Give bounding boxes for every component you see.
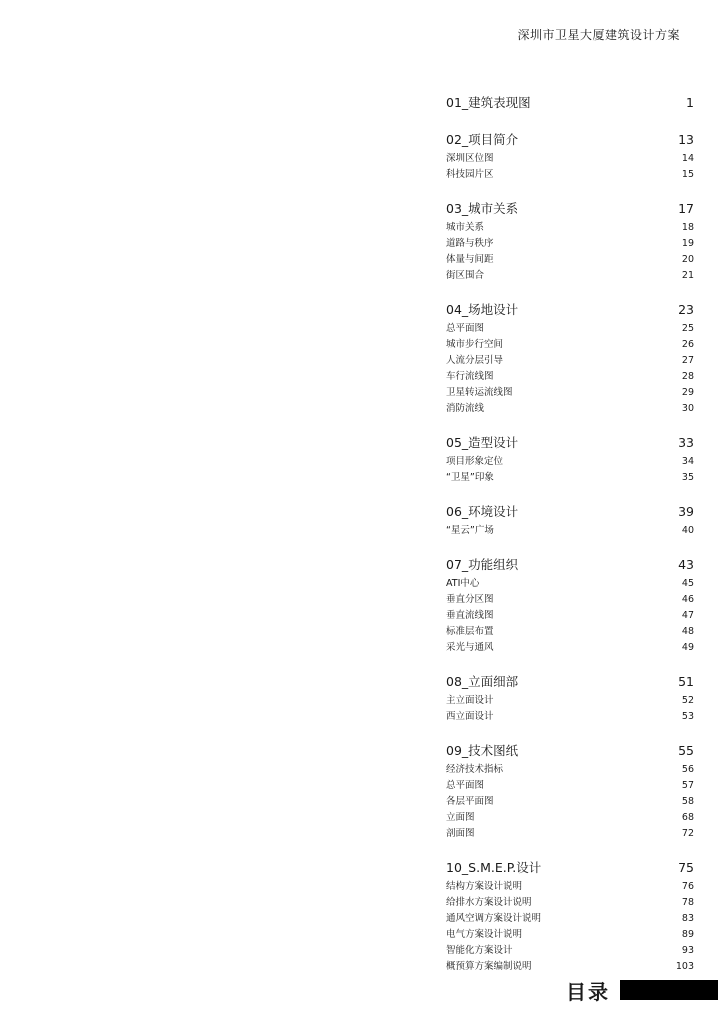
toc-entry-page: 25 — [681, 323, 694, 334]
toc-entry-page: 53 — [681, 711, 694, 722]
toc-section — [446, 554, 694, 656]
toc-section-page: 51 — [678, 674, 694, 689]
toc-entry[interactable] — [446, 470, 694, 486]
toc-section-title: 02_项目简介 — [446, 132, 519, 147]
toc-entry-label: 主立面设计 — [446, 695, 494, 706]
toc-entry[interactable] — [446, 879, 694, 895]
toc-entry-label: 科技园片区 — [446, 169, 494, 180]
toc-section — [446, 198, 694, 284]
toc-section-page: 13 — [678, 132, 694, 147]
toc-section-page: 1 — [686, 95, 694, 110]
toc-entry-page: 19 — [681, 238, 694, 249]
toc-entry[interactable] — [446, 640, 694, 656]
toc-section-heading[interactable] — [446, 129, 694, 151]
toc-entry-label: 消防流线 — [446, 403, 485, 414]
toc-section-title: 03_城市关系 — [446, 201, 519, 216]
toc-entry[interactable] — [446, 895, 694, 911]
toc-entry-label: 深圳区位图 — [446, 153, 494, 164]
toc-section — [446, 671, 694, 725]
toc-entry-label: 结构方案设计说明 — [446, 881, 523, 892]
toc-entry-label: 各层平面图 — [446, 796, 494, 807]
toc-entry[interactable] — [446, 151, 694, 167]
toc-entry[interactable] — [446, 268, 694, 284]
toc-section-heading[interactable] — [446, 857, 694, 879]
toc-section-heading[interactable] — [446, 740, 694, 762]
toc-entry-page: 57 — [681, 780, 694, 791]
toc-entry-label: 城市步行空间 — [446, 339, 504, 350]
toc-entry[interactable] — [446, 401, 694, 417]
toc-entry-label: 总平面图 — [446, 780, 485, 791]
toc-section-heading[interactable] — [446, 198, 694, 220]
toc-entry[interactable] — [446, 369, 694, 385]
toc-entry[interactable] — [446, 794, 694, 810]
toc-entry-label: 卫星转运流线图 — [446, 387, 513, 398]
toc-entry-label: “星云”广场 — [446, 525, 494, 536]
toc-section-title: 04_场地设计 — [446, 302, 519, 317]
toc-section-title: 10_S.M.E.P.设计 — [446, 860, 542, 875]
toc-section — [446, 129, 694, 183]
toc-entry[interactable] — [446, 693, 694, 709]
toc-section — [446, 740, 694, 842]
toc-entry-page: 68 — [681, 812, 694, 823]
toc-section — [446, 92, 694, 114]
toc-entry[interactable] — [446, 167, 694, 183]
toc-entry[interactable] — [446, 624, 694, 640]
toc-entry-page: 78 — [681, 897, 694, 908]
toc-entry-page: 34 — [681, 456, 694, 467]
toc-entry-label: 智能化方案设计 — [446, 945, 513, 956]
toc-section-heading[interactable] — [446, 299, 694, 321]
toc-entry-label: 立面图 — [446, 812, 475, 823]
toc-section — [446, 857, 694, 975]
toc-entry-page: 76 — [681, 881, 694, 892]
toc-section-page: 39 — [678, 504, 694, 519]
toc-section-page: 23 — [678, 302, 694, 317]
toc-entry-page: 49 — [681, 642, 694, 653]
toc-entry-page: 103 — [675, 961, 694, 972]
toc-section-heading[interactable] — [446, 501, 694, 523]
toc-entry-label: 街区围合 — [446, 270, 485, 281]
toc-entry[interactable] — [446, 762, 694, 778]
toc-entry[interactable] — [446, 810, 694, 826]
toc-entry-label: 采光与通风 — [446, 642, 494, 653]
toc-entry[interactable] — [446, 778, 694, 794]
page-label: 目录 — [566, 980, 610, 1004]
toc-section-page: 43 — [678, 557, 694, 572]
toc-entry[interactable] — [446, 927, 694, 943]
toc-entry[interactable] — [446, 236, 694, 252]
toc-section-heading[interactable] — [446, 554, 694, 576]
toc-entry-page: 30 — [681, 403, 694, 414]
toc-section-heading[interactable] — [446, 92, 694, 114]
footer-bar — [620, 980, 718, 1000]
toc-section — [446, 432, 694, 486]
toc-entry-page: 45 — [681, 578, 694, 589]
toc-entry-page: 93 — [681, 945, 694, 956]
toc-entry-label: 项目形象定位 — [446, 456, 504, 467]
toc-entry-page: 18 — [681, 222, 694, 233]
toc-entry-page: 26 — [681, 339, 694, 350]
toc-entry-label: 通风空调方案设计说明 — [446, 913, 542, 924]
toc-entry[interactable] — [446, 523, 694, 539]
toc-entry-label: 标准层布置 — [446, 626, 494, 637]
toc-entry[interactable] — [446, 321, 694, 337]
toc-entry-label: 剖面图 — [446, 828, 475, 839]
toc-entry[interactable] — [446, 826, 694, 842]
toc-entry-label: 总平面图 — [446, 323, 485, 334]
toc-entry-page: 29 — [681, 387, 694, 398]
toc-entry[interactable] — [446, 943, 694, 959]
toc-entry[interactable] — [446, 709, 694, 725]
table-of-contents — [446, 92, 694, 990]
toc-section-heading[interactable] — [446, 671, 694, 693]
toc-entry-label: ATI中心 — [446, 578, 480, 589]
toc-section-title: 07_功能组织 — [446, 557, 519, 572]
toc-entry-label: 给排水方案设计说明 — [446, 897, 532, 908]
toc-section-page: 55 — [678, 743, 694, 758]
toc-entry[interactable] — [446, 576, 694, 592]
toc-entry-label: 道路与秩序 — [446, 238, 494, 249]
toc-entry-page: 58 — [681, 796, 694, 807]
toc-entry-label: 体量与间距 — [446, 254, 494, 265]
toc-entry-label: 城市关系 — [446, 222, 485, 233]
toc-entry-page: 21 — [681, 270, 694, 281]
toc-section-title: 08_立面细部 — [446, 674, 519, 689]
toc-entry[interactable] — [446, 608, 694, 624]
toc-entry-page: 28 — [681, 371, 694, 382]
toc-entry[interactable] — [446, 353, 694, 369]
toc-section-title: 06_环境设计 — [446, 504, 519, 519]
toc-entry[interactable] — [446, 911, 694, 927]
toc-entry-label: 人流分层引导 — [446, 355, 504, 366]
toc-entry-label: 经济技术指标 — [446, 764, 504, 775]
toc-entry[interactable] — [446, 337, 694, 353]
toc-entry[interactable] — [446, 454, 694, 470]
toc-section-title: 01_建筑表现图 — [446, 95, 531, 110]
toc-section-title: 05_造型设计 — [446, 435, 519, 450]
toc-entry-page: 47 — [681, 610, 694, 621]
toc-entry-page: 40 — [681, 525, 694, 536]
toc-section — [446, 299, 694, 417]
toc-entry-label: 垂直分区图 — [446, 594, 494, 605]
toc-entry[interactable] — [446, 220, 694, 236]
toc-entry-page: 89 — [681, 929, 694, 940]
toc-entry-page: 56 — [681, 764, 694, 775]
toc-entry-page: 14 — [681, 153, 694, 164]
toc-entry-page: 15 — [681, 169, 694, 180]
toc-entry-page: 46 — [681, 594, 694, 605]
toc-section — [446, 501, 694, 539]
toc-entry[interactable] — [446, 959, 694, 975]
document-title: 深圳市卫星大厦建筑设计方案 — [517, 28, 680, 42]
toc-section-page: 17 — [678, 201, 694, 216]
toc-entry-page: 20 — [681, 254, 694, 265]
toc-section-page: 75 — [678, 860, 694, 875]
toc-entry-label: 车行流线图 — [446, 371, 494, 382]
toc-entry-page: 48 — [681, 626, 694, 637]
toc-entry-label: 西立面设计 — [446, 711, 494, 722]
toc-entry-page: 27 — [681, 355, 694, 366]
toc-entry-label: “卫星”印象 — [446, 472, 494, 483]
toc-entry-page: 72 — [681, 828, 694, 839]
toc-entry-label: 电气方案设计说明 — [446, 929, 523, 940]
toc-section-title: 09_技术图纸 — [446, 743, 519, 758]
toc-entry-page: 52 — [681, 695, 694, 706]
toc-entry-page: 83 — [681, 913, 694, 924]
toc-entry[interactable] — [446, 385, 694, 401]
toc-entry-page: 35 — [681, 472, 694, 483]
toc-entry[interactable] — [446, 252, 694, 268]
toc-entry-label: 垂直流线图 — [446, 610, 494, 621]
toc-entry[interactable] — [446, 592, 694, 608]
toc-entry-label: 概预算方案编制说明 — [446, 961, 532, 972]
toc-section-heading[interactable] — [446, 432, 694, 454]
toc-section-page: 33 — [678, 435, 694, 450]
